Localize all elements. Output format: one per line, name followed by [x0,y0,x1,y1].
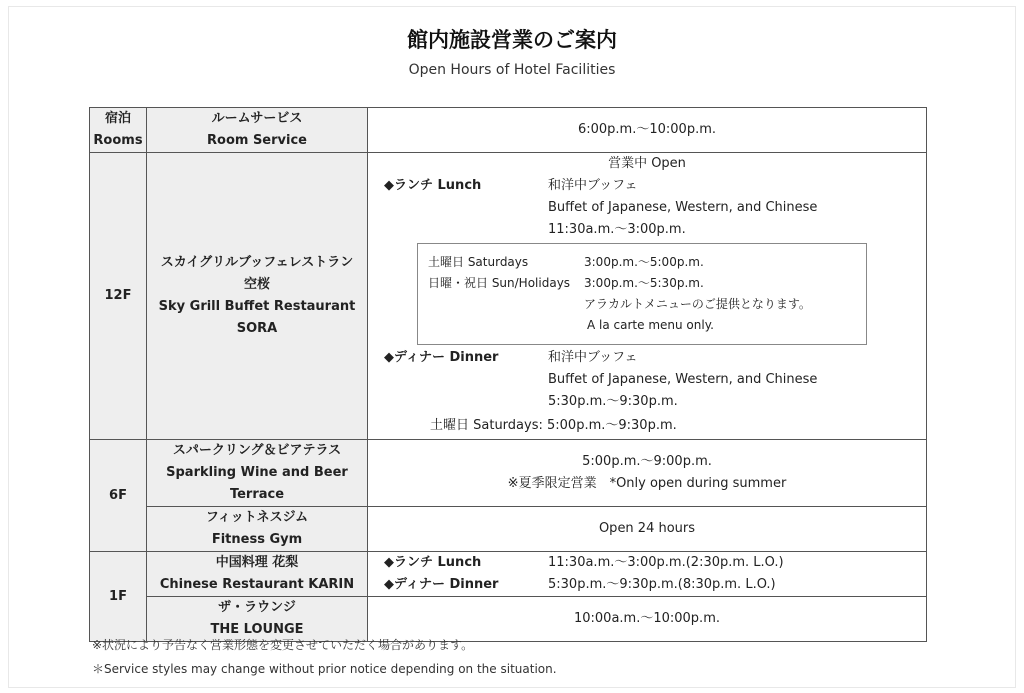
page-title: 館内施設営業のご案内 [407,28,617,52]
dinner-time: 5:30p.m.～9:30p.m. [548,394,678,409]
facility-name-jp: フィットネスジム [205,510,309,525]
facility-name-en: THE LOUNGE [210,622,304,637]
weekend-sun-time: 3:00p.m.～5:30p.m. [584,276,704,290]
facility-sora [147,153,368,440]
facility-terrace [147,440,368,507]
facility-name-en: Sky Grill Buffet Restaurant [158,299,356,314]
lunch-block [368,153,926,239]
category-jp: 宿泊 [104,111,131,126]
dinner-type-jp: 和洋中ブッフェ [548,350,638,365]
dinner-label: ◆ディナー Dinner [384,577,499,592]
page-subtitle: Open Hours of Hotel Facilities [408,62,616,78]
facility-hours-table [89,107,927,642]
footnote-en: ＊Service styles may change without prior notice depending on the situation. [92,662,557,676]
facility-lounge [147,597,368,642]
facility-gym [147,507,368,552]
table-row-rooms [90,108,927,153]
facility-name-en: Fitness Gym [211,532,303,547]
karin-hours-block [368,552,926,596]
dinner-type-en: Buffet of Japanese, Western, and Chinese [548,372,818,387]
lunch-type-jp: 和洋中ブッフェ [548,178,638,193]
table-row-1f-lounge [90,597,927,642]
hours-sora [368,153,927,440]
hours-gym [368,507,927,552]
weekend-sat-time: 3:00p.m.～5:00p.m. [584,255,704,269]
alacarte-note-jp: アラカルトメニューのご提供となります。 [584,297,811,311]
facility-name-jp: ルームサービス [211,111,303,126]
floor-6f: 6F [90,440,147,552]
facility-name-jp: 中国料理 花梨 [215,555,299,570]
summer-note: ※夏季限定営業 *Only open during summer [507,476,787,491]
lunch-time: 11:30a.m.～3:00p.m.(2:30p.m. L.O.) [548,555,784,570]
table-row-12f [90,153,927,440]
status-open: 営業中 Open [608,156,686,171]
facility-karin [147,552,368,597]
hours-text: 5:00p.m.～9:00p.m. [582,454,712,469]
hours-karin [368,552,927,597]
facility-name-jp: スカイグリルブッフェレストラン [160,255,354,270]
weekend-hours-box [417,243,867,345]
category-rooms [90,108,147,153]
hours-text: Open 24 hours [598,521,696,536]
dinner-saturday: 土曜日 Saturdays: 5:00p.m.～9:30p.m. [430,418,677,433]
lunch-label: ◆ランチ Lunch [384,178,482,193]
dinner-block [368,347,926,439]
hours-text: 6:00p.m.～10:00p.m. [577,122,717,137]
hours-room-service [368,108,927,153]
facility-name-en-2: SORA [236,321,278,336]
weekend-sat-label: 土曜日 Saturdays [428,255,529,269]
hours-terrace [368,440,927,507]
lunch-time: 11:30a.m.～3:00p.m. [548,222,686,237]
facility-name-jp: ザ・ラウンジ [218,600,296,615]
category-en: Rooms [93,133,143,148]
facility-name-en: Room Service [207,133,307,148]
facility-name-en: Sparkling Wine and Beer Terrace [166,465,348,502]
facility-name-jp-2: 空桜 [243,277,270,292]
facility-name-jp: スパークリング＆ビアテラス [172,443,342,458]
lunch-label: ◆ランチ Lunch [384,555,482,570]
floor-1f: 1F [90,552,147,642]
weekend-sun-label: 日曜・祝日 Sun/Holidays [428,276,571,290]
hours-text: 10:00a.m.～10:00p.m. [573,611,720,626]
footnote-jp: ※状況により予告なく営業形態を変更させていただく場合があります。 [92,638,474,652]
dinner-label: ◆ディナー Dinner [384,350,499,365]
table-row-6f-terrace [90,440,927,507]
lunch-type-en: Buffet of Japanese, Western, and Chinese [548,200,818,215]
hours-lounge [368,597,927,642]
table-row-1f-chinese [90,552,927,597]
facility-room-service [147,108,368,153]
alacarte-note-en: A la carte menu only. [587,318,714,332]
facility-name-en: Chinese Restaurant KARIN [159,577,355,592]
table-row-6f-gym [90,507,927,552]
dinner-time: 5:30p.m.～9:30p.m.(8:30p.m. L.O.) [548,577,776,592]
floor-12f: 12F [90,153,147,440]
